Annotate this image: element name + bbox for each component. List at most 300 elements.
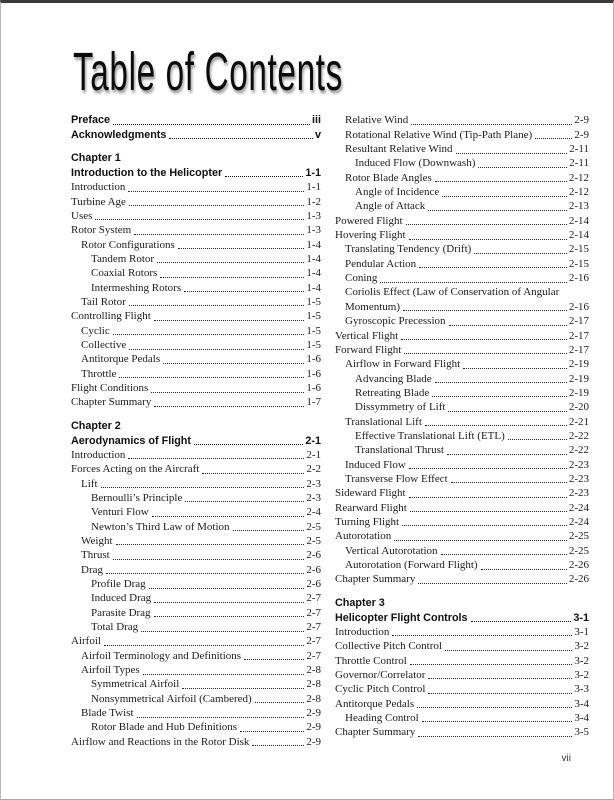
toc-entry-page: 1-5 bbox=[306, 310, 321, 323]
toc-entry bbox=[71, 309, 321, 323]
toc-entry bbox=[71, 237, 321, 251]
toc-entry-label: Rotor Configurations bbox=[81, 238, 175, 251]
toc-entry bbox=[71, 548, 321, 562]
toc-entry-label: Rearward Flight bbox=[335, 501, 407, 514]
toc-entry-label: Blade Twist bbox=[81, 707, 134, 720]
dot-leader bbox=[157, 262, 304, 263]
toc-entry-page: 2-7 bbox=[306, 592, 321, 605]
dot-leader bbox=[409, 239, 567, 240]
toc-entry-label: Antitorque Pedals bbox=[81, 353, 161, 366]
dot-leader bbox=[417, 707, 572, 708]
dot-leader bbox=[432, 396, 567, 397]
dot-leader bbox=[233, 530, 305, 531]
toc-entry-page: 2-7 bbox=[306, 606, 321, 619]
toc-column-left bbox=[71, 113, 321, 749]
toc-entry-page: 1-6 bbox=[306, 353, 321, 366]
dot-leader bbox=[418, 583, 566, 584]
dot-leader bbox=[137, 717, 305, 718]
toc-entry-page: 2-15 bbox=[568, 257, 589, 270]
toc-entry-page: 2-8 bbox=[306, 664, 321, 677]
toc-entry-page: 2-23 bbox=[568, 472, 589, 485]
toc-entry-label: Sideward Flight bbox=[335, 487, 406, 500]
toc-entry-label: Angle of Attack bbox=[355, 200, 426, 213]
toc-entry bbox=[335, 299, 589, 313]
toc-entry-page: 2-6 bbox=[306, 563, 321, 576]
toc-entry bbox=[335, 285, 589, 299]
toc-entry-page: 2-24 bbox=[568, 515, 589, 528]
dot-leader bbox=[428, 693, 572, 694]
toc-entry bbox=[335, 113, 589, 127]
toc-entry-label: Uses bbox=[71, 209, 93, 222]
toc-entry-label: Turning Flight bbox=[335, 515, 400, 528]
dot-leader bbox=[422, 721, 573, 722]
dot-leader bbox=[129, 305, 305, 306]
dot-leader bbox=[435, 382, 567, 383]
toc-entry-page: 2-11 bbox=[569, 157, 589, 170]
toc-entry bbox=[71, 395, 321, 409]
toc-entry-label: Lift bbox=[81, 477, 98, 490]
toc-entry-label: Rotor Blade Angles bbox=[345, 171, 432, 184]
toc-entry bbox=[71, 734, 321, 748]
toc-entry-page: 2-5 bbox=[306, 520, 321, 533]
toc-entry-label: Bernoulli’s Principle bbox=[91, 491, 183, 504]
toc-entry bbox=[335, 271, 589, 285]
toc-entry-label: Nonsymmetrical Airfoil (Cambered) bbox=[91, 692, 252, 705]
toc-entry-page: 2-25 bbox=[568, 530, 589, 543]
dot-leader bbox=[128, 191, 304, 192]
dot-leader bbox=[240, 731, 304, 732]
toc-entry-label: Autorotation bbox=[335, 530, 392, 543]
toc-entry bbox=[335, 711, 589, 725]
toc-entry-page: 1-6 bbox=[306, 382, 321, 395]
toc-entry-label: Momentum) bbox=[345, 300, 400, 313]
toc-entry-label: Rotor System bbox=[71, 224, 132, 237]
dot-leader bbox=[113, 559, 305, 560]
toc-entry-page: 1-4 bbox=[306, 252, 321, 265]
dot-leader bbox=[113, 334, 305, 335]
dot-leader bbox=[128, 458, 304, 459]
toc-entry bbox=[335, 314, 589, 328]
toc-entry-page: 2-25 bbox=[568, 544, 589, 557]
dot-leader bbox=[119, 377, 304, 378]
toc-entry-label: Vertical Flight bbox=[335, 329, 399, 342]
toc-entry-page: 2-23 bbox=[568, 458, 589, 471]
dot-leader bbox=[154, 406, 304, 407]
toc-entry bbox=[335, 610, 589, 624]
toc-entry bbox=[335, 386, 589, 400]
dot-leader bbox=[244, 659, 304, 660]
toc-entry bbox=[71, 295, 321, 309]
toc-entry bbox=[71, 519, 321, 533]
toc-entry bbox=[335, 228, 589, 242]
dot-leader bbox=[403, 310, 567, 311]
toc-entry-label: Vertical Autorotation bbox=[345, 544, 438, 557]
toc-entry-page: 2-22 bbox=[568, 444, 589, 457]
toc-entry-page: 2-9 bbox=[306, 735, 321, 748]
toc-entry bbox=[335, 625, 589, 639]
toc-entry bbox=[71, 620, 321, 634]
dot-leader bbox=[410, 664, 573, 665]
toc-entry-label: Angle of Incidence bbox=[355, 186, 440, 199]
toc-entry bbox=[71, 381, 321, 395]
toc-entry-label: Total Drag bbox=[91, 621, 139, 634]
toc-entry-label: Airflow in Forward Flight bbox=[345, 358, 461, 371]
toc-entry-label: Forward Flight bbox=[335, 343, 402, 356]
toc-entry-label: Introduction bbox=[71, 448, 126, 461]
dot-leader bbox=[478, 167, 567, 168]
dot-leader bbox=[409, 497, 567, 498]
toc-entry-label: Collective Pitch Control bbox=[335, 640, 442, 653]
toc-entry-label: Airfoil Types bbox=[81, 664, 140, 677]
toc-entry-label: Acknowledgments bbox=[71, 128, 167, 141]
dot-leader bbox=[95, 219, 304, 220]
toc-entry bbox=[335, 429, 589, 443]
toc-entry bbox=[335, 199, 589, 213]
toc-entry-page: 2-21 bbox=[568, 415, 589, 428]
toc-entry bbox=[335, 400, 589, 414]
toc-entry-label: Collective bbox=[81, 339, 127, 351]
dot-leader bbox=[411, 124, 572, 125]
chapter-label: Chapter 3 bbox=[335, 596, 385, 609]
toc-entry-label: Coaxial Rotors bbox=[91, 267, 158, 280]
toc-entry-page: 1-4 bbox=[306, 267, 321, 280]
dot-leader bbox=[445, 650, 572, 651]
toc-entry-page: 1-7 bbox=[306, 396, 321, 409]
toc-entry-label: Aerodynamics of Flight bbox=[71, 434, 191, 447]
toc-entry-page: 2-3 bbox=[306, 477, 321, 490]
toc-entry-page: 1-1 bbox=[306, 181, 321, 194]
toc-entry bbox=[335, 696, 589, 710]
toc-entry-label: Rotational Relative Wind (Tip-Path Plane) bbox=[345, 128, 533, 141]
toc-entry-page: v bbox=[314, 128, 321, 141]
toc-entry-page: 2-12 bbox=[568, 171, 589, 184]
toc-entry-page: 2-5 bbox=[306, 534, 321, 547]
dot-leader bbox=[404, 353, 567, 354]
toc-entry-label: Cyclic Pitch Control bbox=[335, 683, 426, 696]
toc-entry-page: 2-6 bbox=[306, 578, 321, 590]
toc-entry-label: Forces Acting on the Aircraft bbox=[71, 463, 200, 476]
toc-entry-label: Tandem Rotor bbox=[91, 252, 155, 265]
toc-entry-label: Drag bbox=[81, 563, 103, 576]
dot-leader bbox=[419, 267, 567, 268]
toc-entry-label: Chapter Summary bbox=[335, 573, 416, 586]
dot-leader bbox=[129, 205, 304, 206]
toc-entry-page: 2-3 bbox=[306, 491, 321, 504]
toc-entry bbox=[71, 433, 321, 447]
toc-entry bbox=[335, 156, 589, 170]
toc-entry-page: 1-5 bbox=[306, 295, 321, 308]
toc-entry-label: Governor/Correlator bbox=[335, 668, 426, 681]
toc-entry-label: Symmetrical Airfoil bbox=[91, 678, 180, 691]
dot-leader bbox=[449, 325, 567, 326]
dot-leader bbox=[428, 678, 572, 679]
toc-entry bbox=[335, 653, 589, 667]
toc-entry-page: 2-7 bbox=[306, 635, 321, 648]
toc-entry bbox=[335, 682, 589, 696]
toc-entry bbox=[71, 252, 321, 266]
toc-entry bbox=[71, 476, 321, 490]
toc-entry bbox=[71, 648, 321, 662]
toc-entry-label: Helicopter Flight Controls bbox=[335, 611, 468, 624]
toc-entry-page: iii bbox=[312, 114, 321, 127]
dot-leader bbox=[252, 745, 304, 746]
toc-entry bbox=[71, 223, 321, 237]
toc-entry-label: Airfoil Terminology and Definitions bbox=[81, 649, 242, 662]
toc-entry bbox=[71, 534, 321, 548]
dot-leader bbox=[442, 196, 567, 197]
toc-entry bbox=[71, 677, 321, 691]
dot-leader bbox=[435, 181, 567, 182]
toc-entry bbox=[335, 572, 589, 586]
toc-entry-page: 2-8 bbox=[306, 678, 321, 691]
page-number: vii bbox=[561, 753, 571, 764]
dot-leader bbox=[182, 688, 304, 689]
toc-column-right bbox=[335, 113, 589, 739]
toc-entry-label: Heading Control bbox=[345, 711, 419, 724]
dot-leader bbox=[134, 234, 304, 235]
toc-entry-page: 2-19 bbox=[568, 358, 589, 371]
toc-entry-label: Translating Tendency (Drift) bbox=[345, 243, 472, 256]
dot-leader bbox=[380, 282, 566, 283]
toc-entry-label: Induced Flow (Downwash) bbox=[355, 157, 476, 170]
toc-entry-page: 1-4 bbox=[306, 238, 321, 251]
toc-entry-page: 2-17 bbox=[568, 329, 589, 342]
toc-entry bbox=[335, 185, 589, 199]
toc-entry bbox=[335, 256, 589, 270]
toc-entry-page: 1-1 bbox=[305, 166, 321, 179]
toc-entry-label: Effective Translational Lift (ETL) bbox=[355, 429, 505, 442]
toc-entry-page: 2-26 bbox=[568, 573, 589, 586]
toc-entry bbox=[335, 357, 589, 371]
toc-entry bbox=[71, 491, 321, 505]
toc-entry bbox=[71, 280, 321, 294]
dot-leader bbox=[441, 554, 567, 555]
toc-entry-page: 2-11 bbox=[569, 143, 589, 156]
toc-entry-label: Autorotation (Forward Flight) bbox=[345, 559, 478, 571]
dot-leader bbox=[141, 631, 304, 632]
toc-entry bbox=[335, 343, 589, 357]
dot-leader bbox=[425, 425, 567, 426]
toc-entry-page: 3-3 bbox=[574, 683, 589, 696]
toc-entry-label: Newton’s Third Law of Motion bbox=[91, 520, 230, 533]
toc-entry-label: Flight Conditions bbox=[71, 382, 149, 395]
toc-entry-label: Chapter Summary bbox=[335, 726, 416, 739]
dot-leader bbox=[104, 645, 304, 646]
toc-entry-page: 3-2 bbox=[574, 668, 589, 681]
toc-entry-label: Throttle bbox=[81, 367, 117, 380]
toc-entry bbox=[335, 500, 589, 514]
toc-entry-label: Parasite Drag bbox=[91, 606, 151, 619]
dot-leader bbox=[471, 621, 572, 622]
dot-leader bbox=[163, 363, 304, 364]
toc-entry-page: 2-24 bbox=[568, 501, 589, 514]
dot-leader bbox=[116, 544, 305, 545]
toc-entry bbox=[335, 414, 589, 428]
toc-entry-page: 1-5 bbox=[306, 339, 321, 351]
toc-entry-page: 2-9 bbox=[306, 721, 321, 734]
dot-leader bbox=[463, 368, 567, 369]
toc-entry-label: Tail Rotor bbox=[81, 295, 126, 308]
toc-entry-page: 2-9 bbox=[574, 114, 589, 127]
dot-leader bbox=[418, 736, 572, 737]
dot-leader bbox=[225, 176, 303, 177]
section-gap bbox=[335, 586, 589, 596]
toc-entry-label: Thrust bbox=[81, 549, 110, 562]
toc-entry bbox=[71, 338, 321, 352]
toc-entry bbox=[71, 605, 321, 619]
toc-entry-label: Introduction to the Helicopter bbox=[71, 166, 223, 179]
toc-entry bbox=[71, 691, 321, 705]
toc-entry-label: Profile Drag bbox=[91, 578, 146, 590]
toc-entry bbox=[71, 352, 321, 366]
toc-entry bbox=[335, 558, 589, 572]
toc-entry-label: Cyclic bbox=[81, 324, 110, 337]
toc-entry-page: 3-5 bbox=[574, 726, 589, 739]
toc-entry-label: Powered Flight bbox=[335, 214, 403, 227]
toc-entry-page: 2-14 bbox=[568, 214, 589, 227]
dot-leader bbox=[394, 540, 567, 541]
toc-entry-page: 2-7 bbox=[306, 621, 321, 634]
toc-entry bbox=[71, 462, 321, 476]
toc-entry-page: 2-15 bbox=[568, 243, 589, 256]
toc-entry bbox=[71, 562, 321, 576]
dot-leader bbox=[106, 573, 304, 574]
toc-entry bbox=[335, 443, 589, 457]
toc-entry-label: Throttle Control bbox=[335, 654, 407, 667]
toc-entry-page: 2-7 bbox=[306, 649, 321, 662]
toc-entry bbox=[71, 634, 321, 648]
toc-entry bbox=[71, 720, 321, 734]
toc-entry-page: 1-2 bbox=[306, 195, 321, 208]
dot-leader bbox=[185, 501, 304, 502]
toc-entry-label: Transverse Flow Effect bbox=[345, 472, 448, 485]
dot-leader bbox=[447, 454, 567, 455]
toc-entry bbox=[335, 328, 589, 342]
toc-entry-page: 2-9 bbox=[306, 707, 321, 720]
toc-entry-page: 2-16 bbox=[568, 272, 589, 285]
dot-leader bbox=[255, 702, 305, 703]
toc-entry-label: Intermeshing Rotors bbox=[91, 281, 182, 294]
dot-leader bbox=[535, 138, 572, 139]
toc-entry bbox=[71, 266, 321, 280]
toc-entry-label: Introduction bbox=[335, 625, 390, 638]
dot-leader bbox=[406, 224, 567, 225]
toc-entry bbox=[335, 371, 589, 385]
toc-entry-page: 2-1 bbox=[305, 434, 321, 447]
dot-leader bbox=[160, 277, 304, 278]
toc-entry bbox=[335, 170, 589, 184]
toc-entry-page: 2-4 bbox=[306, 506, 321, 519]
toc-entry bbox=[71, 591, 321, 605]
dot-leader bbox=[481, 569, 567, 570]
toc-entry-page: 2-13 bbox=[568, 200, 589, 213]
toc-entry bbox=[71, 180, 321, 194]
toc-entry-page: 2-17 bbox=[568, 315, 589, 328]
toc-entry-label: Translational Lift bbox=[345, 415, 422, 428]
toc-entry bbox=[71, 448, 321, 462]
dot-leader bbox=[410, 511, 567, 512]
toc-entry bbox=[335, 472, 589, 486]
dot-leader bbox=[154, 602, 304, 603]
toc-entry-label: Airfoil bbox=[71, 635, 101, 648]
toc-entry-page: 3-4 bbox=[574, 697, 589, 710]
toc-entry bbox=[335, 668, 589, 682]
toc-entry-label: Hovering Flight bbox=[335, 229, 406, 242]
toc-entry-label: Induced Drag bbox=[91, 592, 152, 605]
dot-leader bbox=[428, 210, 567, 211]
toc-entry-page: 2-8 bbox=[306, 692, 321, 705]
toc-entry bbox=[335, 127, 589, 141]
toc-entry-page: 2-2 bbox=[306, 463, 321, 476]
dot-leader bbox=[448, 411, 566, 412]
dot-leader bbox=[409, 468, 567, 469]
toc-entry-page: 2-20 bbox=[568, 401, 589, 414]
dot-leader bbox=[402, 525, 567, 526]
toc-entry-label: Pendular Action bbox=[345, 257, 417, 270]
toc-entry-page: 2-22 bbox=[568, 429, 589, 442]
dot-leader bbox=[152, 516, 305, 517]
toc-entry-page: 2-9 bbox=[574, 128, 589, 141]
section-gap bbox=[71, 142, 321, 152]
dot-leader bbox=[129, 349, 304, 350]
toc-entry bbox=[71, 366, 321, 380]
toc-entry-label: Gyroscopic Precession bbox=[345, 315, 446, 328]
toc-entry-page: 1-4 bbox=[306, 281, 321, 294]
toc-entry-label: Resultant Relative Wind bbox=[345, 143, 453, 156]
toc-entry-label: Antitorque Pedals bbox=[335, 697, 415, 710]
toc-entry-label: Preface bbox=[71, 114, 111, 127]
toc-entry-page: 2-19 bbox=[568, 386, 589, 399]
toc-entry-page: 1-6 bbox=[306, 367, 321, 380]
toc-entry bbox=[71, 577, 321, 591]
toc-entry-label: Induced Flow bbox=[345, 458, 406, 471]
toc-entry-label: Translational Thrust bbox=[355, 444, 444, 457]
toc-entry-page: 3-2 bbox=[574, 654, 589, 667]
toc-entry bbox=[335, 639, 589, 653]
toc-entry-page: 2-23 bbox=[568, 487, 589, 500]
toc-entry-page: 1-5 bbox=[306, 324, 321, 337]
toc-entry-page: 2-14 bbox=[568, 229, 589, 242]
dot-leader bbox=[154, 320, 305, 321]
toc-entry bbox=[335, 486, 589, 500]
toc-entry bbox=[71, 113, 321, 127]
toc-entry bbox=[335, 457, 589, 471]
toc-entry-page: 2-26 bbox=[568, 559, 589, 571]
chapter-label: Chapter 2 bbox=[71, 419, 121, 432]
dot-leader bbox=[143, 674, 305, 675]
toc-entry bbox=[71, 323, 321, 337]
dot-leader bbox=[113, 124, 310, 125]
toc-entry-label: Coriolis Effect (Law of Conservation of Angular bbox=[345, 286, 560, 299]
dot-leader bbox=[508, 439, 567, 440]
dot-leader bbox=[184, 291, 304, 292]
toc-entry bbox=[71, 194, 321, 208]
toc-entry-label: Controlling Flight bbox=[71, 310, 151, 323]
dot-leader bbox=[474, 253, 567, 254]
toc-entry-page: 1-3 bbox=[306, 209, 321, 222]
toc-entry bbox=[335, 725, 589, 739]
toc-entry-label: Advancing Blade bbox=[355, 372, 432, 385]
toc-entry bbox=[71, 663, 321, 677]
table-of-contents bbox=[71, 113, 589, 773]
toc-entry-page: 2-19 bbox=[568, 372, 589, 385]
dot-leader bbox=[101, 487, 305, 488]
toc-entry-page: 3-4 bbox=[574, 711, 589, 724]
section-gap bbox=[71, 409, 321, 419]
toc-entry-label: Dissymmetry of Lift bbox=[355, 401, 446, 414]
toc-entry-page: 2-12 bbox=[568, 186, 589, 199]
toc-entry-page: 2-1 bbox=[306, 448, 321, 461]
